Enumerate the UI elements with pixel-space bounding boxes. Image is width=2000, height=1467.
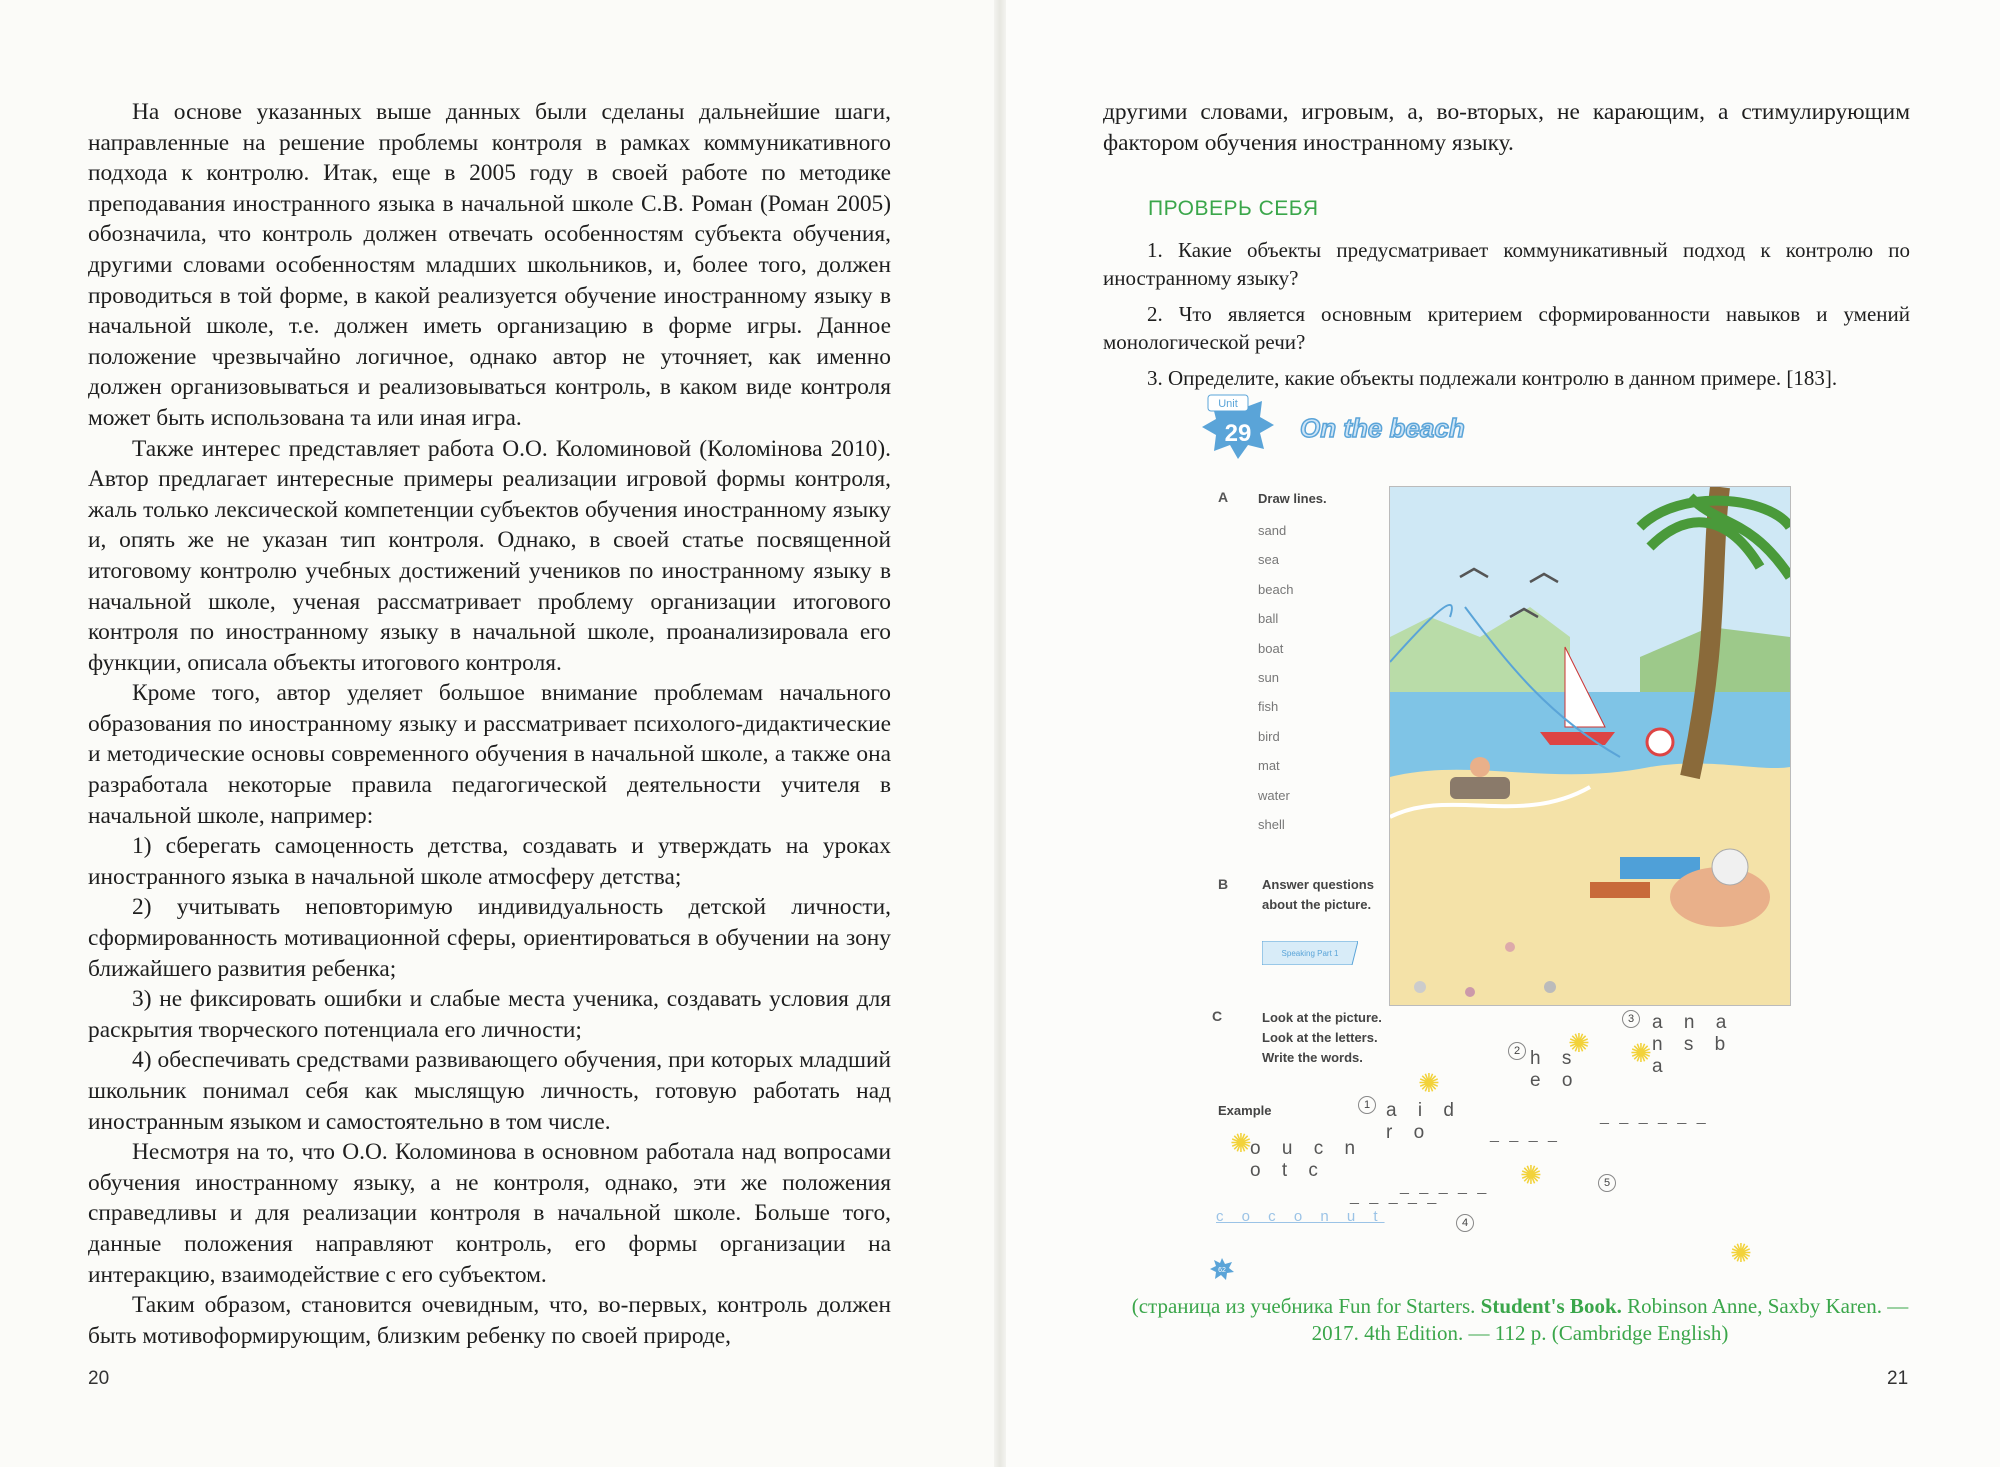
paragraph: Таким образом, становится очевидным, что, во-первых, контроль должен быть мотивоформирующим, близким ребенку по своей природе, xyxy=(88,1292,891,1349)
section-c xyxy=(1190,1008,1900,1288)
word-item: beach xyxy=(1258,581,1294,597)
sun-icon: ✺ xyxy=(1568,1028,1590,1058)
sun-icon: ✺ xyxy=(1630,1038,1652,1068)
beach-illustration xyxy=(1389,486,1791,1006)
puzzle-letters: a n a n s b a xyxy=(1652,1012,1735,1077)
speaking-tag-label: Speaking Part 1 xyxy=(1281,949,1339,958)
puzzle-number: 1 xyxy=(1358,1096,1376,1114)
example-letters: o u c n o t c xyxy=(1250,1138,1364,1181)
section-b-instruction: Answer questions about the picture. xyxy=(1262,877,1374,912)
paragraph: другими словами, игровым, а, во-вторых, не карающим, а стимулирующим фактором обучения иностранному языку. xyxy=(1103,99,1910,156)
sun-icon: ✺ xyxy=(1730,1238,1752,1268)
unit-badge xyxy=(1202,393,1274,459)
unit-number: 29 xyxy=(1224,420,1252,447)
speaking-tag xyxy=(1262,941,1358,965)
section-b-letter: B xyxy=(1218,876,1229,892)
word-item: sand xyxy=(1258,523,1287,538)
sun-icon: ✺ xyxy=(1520,1160,1542,1190)
left-page-body xyxy=(88,97,891,1351)
question-list xyxy=(1103,236,1910,400)
caption-bold: Student's Book. xyxy=(1480,1294,1622,1318)
word-item: sea xyxy=(1258,552,1279,568)
caption-suffix: Robinson Anne, Saxby Karen. — 2017. 4th Edition. — 112 p. (Cambridge English) xyxy=(1311,1294,1909,1345)
section-a-instruction: Draw lines. xyxy=(1258,491,1327,506)
figure-caption xyxy=(1110,1293,1930,1347)
word-item: sun xyxy=(1258,669,1279,685)
list-item: 4) обеспечивать средствами развивающего обучения, при которых младший школьник понимал себя как мыслящую личность, готовую работать над иностранным языком и самостоятельно в том числе. xyxy=(88,1047,891,1135)
example-answer: c o c o n u t xyxy=(1216,1208,1385,1225)
unit-title: On the beach xyxy=(1300,413,1465,443)
instruction-line: Write the words. xyxy=(1262,1050,1363,1065)
paragraph: Также интерес представляет работа О.О. Коломиновой (Коломінова 2010). Автор предлагает интересные примеры реализации игровой формы контроля, жаль только лексической компетенции субъектов обучения иностранному языку и, опять же не указан тип контроля. Однако, в своей статье посвященной итоговому контролю учебных достижений учеников по иностранному языку в начальной школе, ученая рассматривает проблему организации итогового контроля по иностранному языку в начальной школе, проанализировала его функции, описала объекты итогового контроля. xyxy=(88,435,891,676)
paragraph: Несмотря на то, что О.О. Коломинова в основном работала над вопросами обучения иностранному языку, а не контроля, однако, эти же положения справедливы и для реализации контроля в начальной школе. Больше того, данные положения направляют контроль, его формы организации на интеракцию, взаимодействие с его субъектом. xyxy=(88,1139,891,1288)
paragraph: Кроме того, автор уделяет большое внимание проблемам начального образования по иностранному языку и рассматривает психолого-дидактические и методические основы современного обучения в начальной школе, а также она разработала некоторые правила педагогической деятельности учителя в начальной школе, например: xyxy=(88,680,891,829)
caption-prefix: (страница из учебника Fun for Starters. xyxy=(1131,1294,1481,1318)
question: 2. Что является основным критерием сформированности навыков и умений монологической речи? xyxy=(1103,302,1910,354)
section-c-instructions xyxy=(1262,1008,1382,1068)
instruction-line: Look at the letters. xyxy=(1262,1030,1378,1045)
question: 3. Определите, какие объекты подлежали контролю в данном примере. [183]. xyxy=(1147,366,1838,390)
word-item: fish xyxy=(1258,699,1279,715)
word-item: shell xyxy=(1258,816,1285,832)
word-item: boat xyxy=(1258,640,1284,656)
answer-blanks: _ _ _ _ _ _ xyxy=(1600,1108,1709,1125)
list-item: 1) сберегать самоценность детства, создавать и утверждать на уроках иностранного языка в начальной школе атмосферу детства; xyxy=(88,833,891,890)
section-c-letter: C xyxy=(1212,1008,1223,1024)
word-item: water xyxy=(1258,787,1290,803)
sun-icon: ✺ xyxy=(1418,1068,1440,1098)
textbook-worksheet xyxy=(1190,393,1900,1288)
word-item: mat xyxy=(1258,758,1280,774)
puzzle-number: 5 xyxy=(1598,1174,1616,1192)
puzzle-letters: h s e o xyxy=(1530,1048,1581,1091)
example-label: Example xyxy=(1218,1103,1272,1118)
page-number-right: 21 xyxy=(1887,1368,1909,1389)
continuation-text xyxy=(1103,97,1910,158)
section-heading: ПРОВЕРЬ СЕБЯ xyxy=(1148,197,1319,220)
answer-blanks: _ _ _ _ _ xyxy=(1400,1178,1490,1195)
word-item: bird xyxy=(1258,728,1280,744)
list-item: 2) учитывать неповторимую индивидуальность детской личности, сформированность мотивационной сферы, ориентироваться в обучении на зону ближайшего развития ребенка; xyxy=(88,894,891,982)
puzzle-number: 4 xyxy=(1456,1214,1474,1232)
puzzle-letters: a i d r o xyxy=(1386,1100,1462,1143)
paragraph: На основе указанных выше данных были сделаны дальнейшие шаги, направленные на решение проблемы контроля в рамках коммуникативного подхода к контролю. Итак, еще в 2005 году в своей работе по методике преподавания иностранного языка в начальной школе С.В. Роман (Роман 2005) обозначила, что контроль должен отвечать особенностям субъекта обучения, другими словами особенностям младших школьников, и, более того, должен проводиться в той форме, в какой реализуется обучение иностранному языку в начальной школе, т.е. должен иметь организацию в форме игры. Данное положение чрезвычайно логичное, однако автор не уточняет, как именно должен организовываться и реализовываться контроль, в каком виде контроля может быть использована та или иная игра. xyxy=(88,99,891,431)
unit-label: Unit xyxy=(1218,398,1238,410)
puzzle-number: 2 xyxy=(1508,1042,1526,1060)
sun-icon: ✺ xyxy=(1230,1128,1252,1158)
instruction-line: Look at the picture. xyxy=(1262,1010,1382,1025)
answer-blanks: _ _ _ _ xyxy=(1490,1126,1560,1143)
section-a-letter: A xyxy=(1218,489,1229,505)
question: 1. Какие объекты предусматривает коммуникативный подход к контролю по иностранному языку? xyxy=(1103,238,1910,290)
page-number-left: 20 xyxy=(88,1368,110,1389)
word-item: ball xyxy=(1258,611,1279,627)
puzzle-number: 3 xyxy=(1622,1010,1640,1028)
page-number-badge xyxy=(1210,1258,1234,1280)
answer-blanks: _ _ _ _ _ xyxy=(1350,1188,1440,1205)
list-item: 3) не фиксировать ошибки и слабые места ученика, создавать условия для раскрытия творческого потенциала его личности; xyxy=(88,986,891,1043)
book-gutter xyxy=(994,0,1006,1467)
word-list xyxy=(1258,523,1293,846)
page-badge-number: 62 xyxy=(1218,1267,1226,1274)
